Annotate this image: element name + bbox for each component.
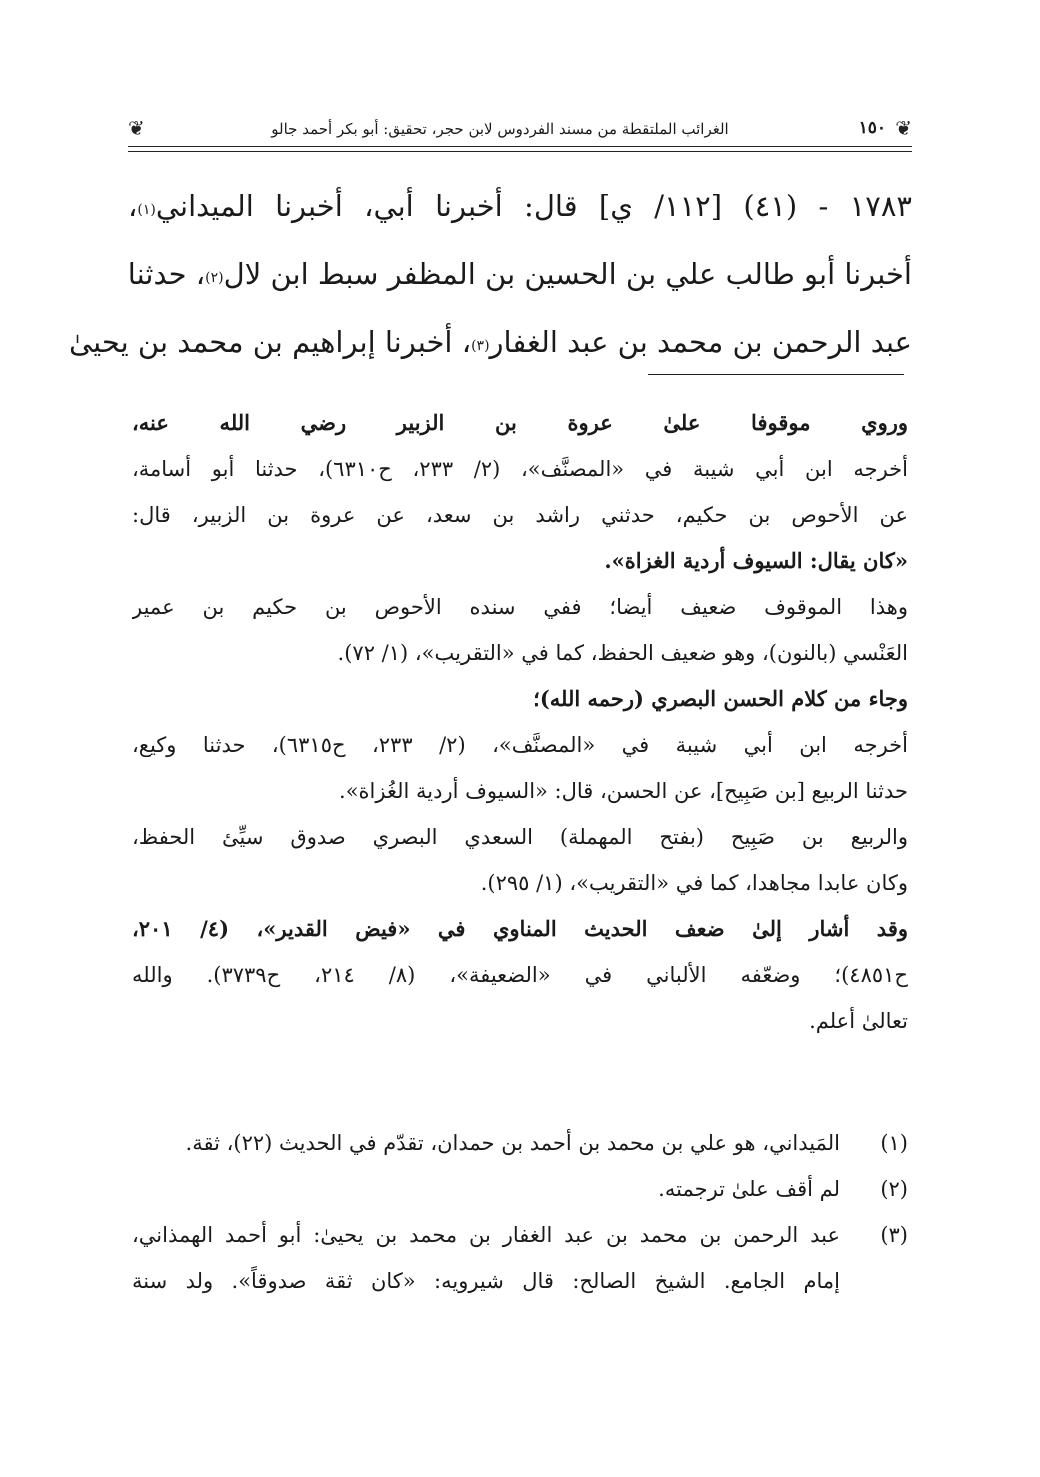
commentary-line: والربيع بن صَبِيح (بفتح المهملة) السعدي البصري صدوق سيِّئ الحفظ، bbox=[132, 825, 908, 849]
header-title: الغرائب الملتقطة من مسند الفردوس لابن حجر، تحقيق: أبو بكر أحمد جالو bbox=[271, 120, 729, 138]
commentary-line: وهذا الموقوف ضعيف أيضا؛ ففي سنده الأحوص بن حكيم بن عمير bbox=[132, 595, 908, 619]
commentary-line: وجاء من كلام الحسن البصري (رحمه الله)؛ bbox=[533, 686, 908, 711]
main-line: أخبرنا أبو طالب علي بن الحسين بن المظفر سبط ابن لال$^{(٢)}$، حدثنا bbox=[127, 257, 912, 291]
ornament-right-icon: ❦ bbox=[895, 116, 912, 140]
commentary-line: أخرجه ابن أبي شيبة في «المصنَّف»، (٢/ ٢٣٣، ح٦٣١٠)، حدثنا أبو أسامة، bbox=[132, 457, 908, 481]
commentary-line: العَنْسي (بالنون)، وهو ضعيف الحفظ، كما في «التقريب»، (١/ ٧٢). bbox=[337, 641, 908, 665]
ornament-left-icon: ❦ bbox=[128, 116, 145, 140]
footnote-ref[interactable]: (٢) bbox=[205, 270, 224, 286]
main-text bbox=[68, 172, 912, 376]
commentary-line: «كان يقال: السيوف أردية الغزاة». bbox=[604, 548, 908, 573]
footnote-number: (١) bbox=[880, 1131, 908, 1155]
commentary-line: ح٤٨٥١)؛ وضعّفه الألباني في «الضعيفة»، (٨/ ٢١٤، ح٣٧٣٩). والله bbox=[132, 963, 908, 987]
running-header bbox=[128, 112, 912, 152]
header-rule bbox=[128, 146, 912, 152]
footnotes bbox=[132, 1120, 908, 1304]
footnote-ref[interactable]: (١) bbox=[137, 202, 156, 218]
commentary-line: أخرجه ابن أبي شيبة في «المصنَّف»، (٢/ ٢٣٣، ح٦٣١٥)، حدثنا وكيع، bbox=[132, 733, 908, 757]
commentary-line: وكان عابدا مجاهدا، كما في «التقريب»، (١/ ٢٩٥). bbox=[480, 871, 908, 895]
commentary-line: تعالىٰ أعلم. bbox=[809, 1009, 908, 1033]
commentary-line: وقد أشار إلىٰ ضعف الحديث المناوي في «فيض القدير»، (٤/ ٢٠١، bbox=[132, 916, 908, 941]
footnote-text: لم أقف علىٰ ترجمته. bbox=[658, 1177, 840, 1201]
footnote-number: (٣) bbox=[880, 1223, 908, 1247]
commentary-line: عن الأحوص بن حكيم، حدثني راشد بن سعد، عن عروة بن الزبير، قال: bbox=[132, 503, 908, 527]
commentary-line: وروي موقوفا علىٰ عروة بن الزبير رضي الله عنه، bbox=[132, 410, 908, 435]
commentary bbox=[132, 400, 908, 1044]
footnote-text: إمام الجامع. الشيخ الصالح: قال شيرويه: «كان ثقة صدوقاً». ولد سنة bbox=[132, 1269, 840, 1293]
main-line: ١٧٨٣ - (٤١) [١١٢/ ي] قال: أخبرنا أبي، أخبرنا الميداني$^{(١)}$، bbox=[128, 189, 912, 223]
footnote-2 bbox=[132, 1166, 908, 1212]
footnote-3-continued bbox=[132, 1258, 908, 1304]
page-number: ١٥٠ bbox=[858, 118, 886, 138]
footnote-3 bbox=[132, 1212, 908, 1258]
footnote-1 bbox=[132, 1120, 908, 1166]
commentary-line: حدثنا الربيع [بن صَبِيح]، عن الحسن، قال: «السيوف أردية الغُزاة». bbox=[339, 779, 908, 803]
footnote-number: (٢) bbox=[880, 1177, 908, 1201]
footnote-divider bbox=[648, 374, 904, 375]
footnote-text: عبد الرحمن بن محمد بن عبد الغفار بن محمد بن يحيىٰ: أبو أحمد الهمذاني، bbox=[132, 1223, 840, 1247]
footnote-ref[interactable]: (٣) bbox=[471, 338, 490, 354]
footnote-text: المَيداني، هو علي بن محمد بن أحمد بن حمدان، تقدّم في الحديث (٢٢)، ثقة. bbox=[185, 1131, 840, 1155]
main-line: عبد الرحمن بن محمد بن عبد الغفار$^{(٣)}$، أخبرنا إبراهيم بن محمد بن يحيىٰ bbox=[68, 325, 912, 359]
